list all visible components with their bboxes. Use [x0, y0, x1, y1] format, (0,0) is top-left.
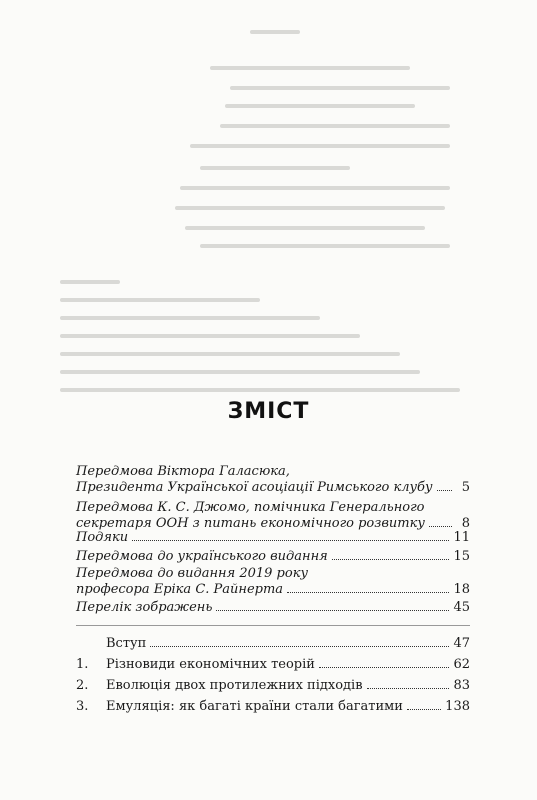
- toc-entry[interactable]: [76, 657, 470, 673]
- leader-dots: [216, 600, 449, 611]
- chapter-title: Вступ: [106, 636, 147, 651]
- toc-entry-line2: професора Еріка С. Райнерта: [76, 582, 284, 597]
- section-divider: [76, 625, 470, 626]
- toc-page-number: 62: [453, 657, 470, 672]
- toc-entry-line2: секретаря ООН з питань економічного розвитку: [76, 516, 425, 531]
- toc-page-number: 47: [453, 636, 470, 651]
- leader-dots: [367, 678, 450, 689]
- toc-page-number: 138: [445, 699, 470, 714]
- toc-entry[interactable]: [76, 464, 470, 496]
- toc-page-number: 18: [453, 582, 470, 597]
- toc-entry[interactable]: [76, 600, 470, 616]
- leader-dots: [132, 530, 449, 541]
- chapter-number: 3.: [76, 699, 89, 714]
- toc-page-number: 8: [461, 516, 470, 531]
- toc-entry[interactable]: [76, 636, 470, 652]
- toc-entry[interactable]: [76, 699, 470, 715]
- toc-entry-line1: Передмова до видання 2019 року: [76, 566, 309, 581]
- chapter-title: Еволюція двох протилежних підходів: [106, 678, 363, 693]
- toc-entry-line1: Передмова Віктора Галасюка,: [76, 464, 290, 479]
- toc-page-number: 11: [453, 530, 470, 545]
- leader-dots: [429, 516, 452, 527]
- leader-dots: [150, 636, 449, 647]
- leader-dots: [332, 549, 450, 560]
- toc-entry-line2: Передмова до українського видання: [76, 549, 328, 564]
- toc-entry[interactable]: [76, 500, 470, 532]
- toc-page-number: 45: [453, 600, 470, 615]
- toc-entry[interactable]: [76, 678, 470, 694]
- toc-entry[interactable]: [76, 530, 470, 546]
- leader-dots: [287, 582, 449, 593]
- toc-page-number: 15: [453, 549, 470, 564]
- toc-page-number: 5: [461, 480, 470, 495]
- toc-entry-line2: Подяки: [76, 530, 129, 545]
- chapter-title: Різновиди економічних теорій: [106, 657, 315, 672]
- leader-dots: [319, 657, 450, 668]
- leader-dots: [437, 480, 453, 491]
- chapter-number: 2.: [76, 678, 89, 693]
- toc-page-number: 83: [453, 678, 470, 693]
- toc-entry[interactable]: [76, 566, 470, 598]
- chapter-number: 1.: [76, 657, 89, 672]
- toc-entry-line2: Президента Української асоціації Римського клубу: [76, 480, 433, 495]
- chapter-title: Емуляція: як багаті країни стали багатими: [106, 699, 403, 714]
- leader-dots: [407, 699, 441, 710]
- toc-entry-line1: Передмова К. С. Джомо, помічника Генерального: [76, 500, 425, 515]
- toc-entry-line2: Перелік зображень: [76, 600, 213, 615]
- toc-entry[interactable]: [76, 549, 470, 565]
- page-title: ЗМІСТ: [227, 399, 310, 424]
